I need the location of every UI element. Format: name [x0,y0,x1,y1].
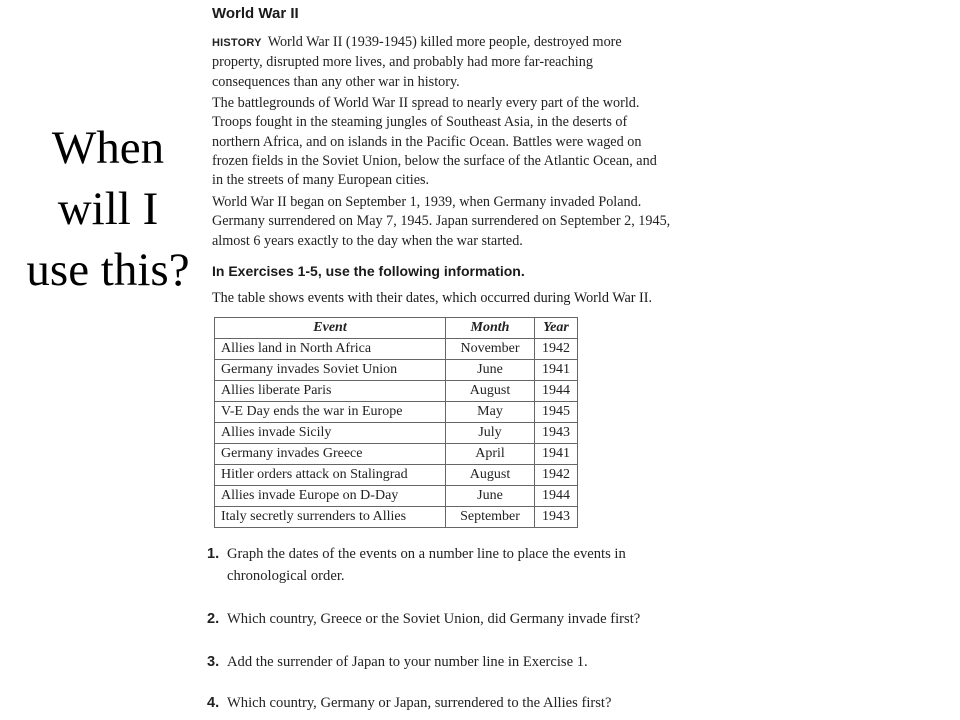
paragraph-line: World War II began on September 1, 1939, when Germany invaded Poland. [212,194,642,210]
table-row [215,339,578,360]
paragraph-line: northern Africa, and on islands in the Pacific Ocean. Battles were waged on [212,133,642,150]
year-cell: 1941 [535,360,578,381]
paragraph-line: property, disrupted more lives, and probably had more far-reaching [212,54,593,71]
question-text: Which country, Greece or the Soviet Union, did Germany invade first? [227,611,641,627]
paragraph-line [212,33,792,53]
year-cell: 1944 [535,486,578,507]
paragraph-text: World War II (1939-1945) killed more people, destroyed more [267,34,622,50]
paragraph-line: Germany surrendered on May 7, 1945. Japan surrendered on September 2, 1945, [212,213,671,230]
month-cell: April [446,444,535,465]
side-line: use this? [26,244,190,296]
month-cell: November [446,339,535,360]
page-title: World War II [212,5,299,22]
paragraph-line: consequences than any other war in history. [212,73,460,90]
question-number: 4. [207,695,220,711]
question-number: 1. [207,546,220,562]
side-line: When [51,122,165,174]
year-cell: 1945 [535,402,578,423]
header-year: Year [535,318,578,339]
month-cell: May [446,402,535,423]
event-cell: Allies invade Europe on D-Day [215,486,446,507]
year-cell: 1942 [535,339,578,360]
battlegrounds-paragraph [212,94,792,190]
month-cell: July [446,423,535,444]
question-number: 3. [207,654,220,670]
year-cell: 1943 [535,507,578,528]
year-cell: 1943 [535,423,578,444]
event-cell: Hitler orders attack on Stalingrad [215,465,446,486]
month-cell: June [446,486,535,507]
question-4 [207,692,787,714]
month-cell: August [446,381,535,402]
side-question [8,118,208,301]
event-cell: Allies invade Sicily [215,423,446,444]
question-2 [207,608,787,630]
event-cell: Germany invades Soviet Union [215,360,446,381]
question-number: 2. [207,611,220,627]
paragraph-line: almost 6 years exactly to the day when the war started. [212,232,523,249]
paragraph-line: The battlegrounds of World War II spread to nearly every part of the world. [212,95,640,111]
event-cell: Allies land in North Africa [215,339,446,360]
exercises-heading: In Exercises 1-5, use the following information. [212,263,525,279]
table-row [215,465,578,486]
question-text: Which country, Germany or Japan, surrendered to the Allies first? [227,695,612,711]
table-row [215,444,578,465]
history-label: HISTORY [212,37,262,49]
table-row [215,507,578,528]
question-text: Add the surrender of Japan to your number line in Exercise 1. [227,654,588,670]
month-cell: June [446,360,535,381]
table-row [215,486,578,507]
question-1 [207,543,787,587]
table-row [215,360,578,381]
question-text: chronological order. [227,568,345,584]
question-text: Graph the dates of the events on a number line to place the events in [227,546,626,562]
year-cell: 1941 [535,444,578,465]
year-cell: 1942 [535,465,578,486]
month-cell: September [446,507,535,528]
history-paragraph [212,33,792,92]
year-cell: 1944 [535,381,578,402]
event-cell: V-E Day ends the war in Europe [215,402,446,423]
header-event: Event [215,318,446,339]
event-cell: Germany invades Greece [215,444,446,465]
month-cell: August [446,465,535,486]
question-3 [207,651,787,673]
table-header-row [215,318,578,339]
table-row [215,402,578,423]
paragraph-line: Troops fought in the steaming jungles of Southeast Asia, in the deserts of [212,114,628,131]
header-month: Month [446,318,535,339]
table-row [215,381,578,402]
event-cell: Allies liberate Paris [215,381,446,402]
dates-paragraph [212,193,792,251]
event-cell: Italy secretly surrenders to Allies [215,507,446,528]
table-row [215,423,578,444]
paragraph-line: in the streets of many European cities. [212,172,430,189]
events-table [214,317,578,528]
side-line: will I [57,183,159,235]
exercises-intro: The table shows events with their dates, which occurred during World War II. [212,290,653,306]
paragraph-line: frozen fields in the Soviet Union, below the surface of the Atlantic Ocean, and [212,152,657,169]
